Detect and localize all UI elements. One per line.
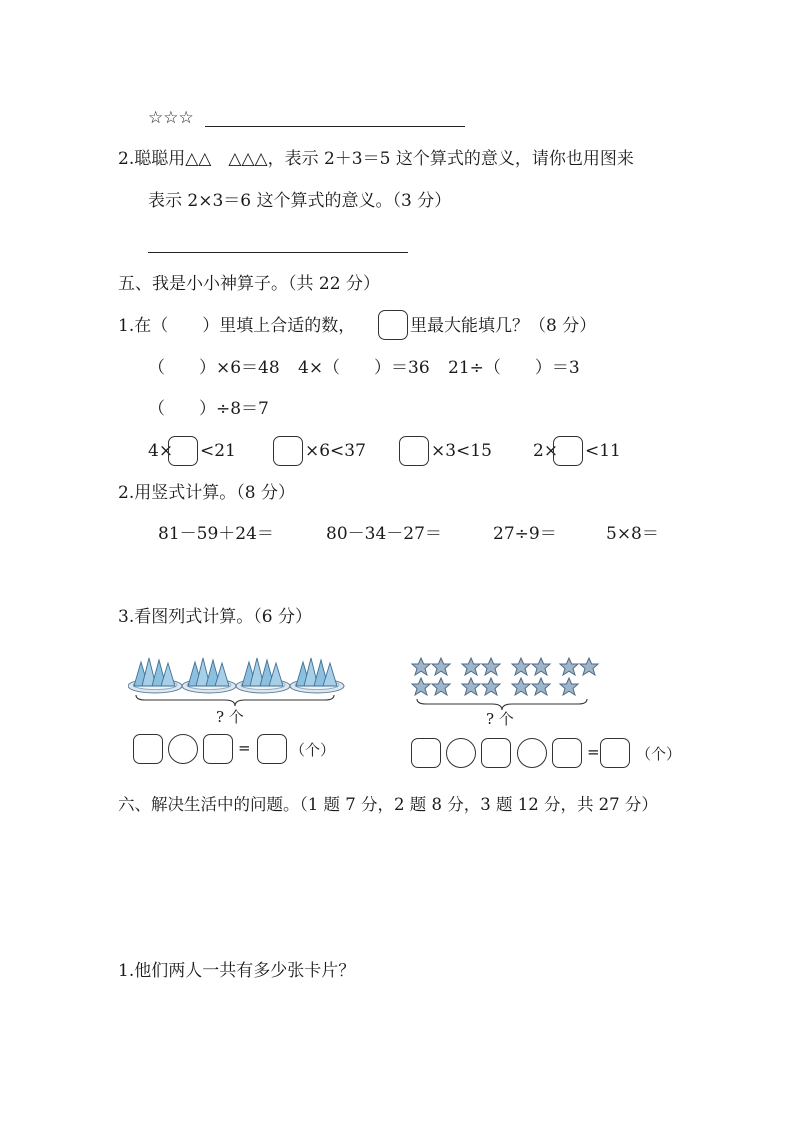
starfish-icon — [532, 678, 550, 695]
q1-row1-item2[interactable]: 4×（ ）＝36 — [298, 358, 430, 378]
calc-item-4[interactable]: 5×8＝ — [606, 524, 659, 544]
starfish-icon — [482, 658, 500, 675]
starfish-icon — [560, 658, 578, 675]
ineq-b-post: ×6<37 — [305, 441, 366, 461]
q1-suffix: 里最大能填几？（8 分） — [410, 316, 597, 336]
calc-item-2[interactable]: 80－34－27＝ — [326, 524, 442, 544]
answer-box-sample — [378, 310, 408, 340]
starfish-icon — [560, 678, 578, 695]
left-question-label: ? 个 — [216, 708, 244, 726]
section6-q1: 1.他们两人一共有多少张卡片？ — [118, 961, 356, 981]
starfish-image — [408, 654, 608, 702]
ineq-a-box[interactable] — [168, 436, 198, 466]
starfish-icon — [462, 658, 480, 675]
ice-cone-plates-image — [128, 650, 348, 696]
right-question-label: ? 个 — [486, 710, 514, 728]
calc-item-1[interactable]: 81－59＋24＝ — [158, 524, 274, 544]
ineq-b-box[interactable] — [273, 436, 303, 466]
calc-item-3[interactable]: 27÷9＝ — [493, 524, 557, 544]
q1-prefix: 1.在（ ）里填上合适的数， — [118, 316, 356, 336]
right-eq-result-box[interactable] — [600, 738, 630, 768]
ineq-d-box[interactable] — [553, 436, 583, 466]
answer-line[interactable] — [205, 126, 465, 127]
starfish-icon — [532, 658, 550, 675]
right-eq-operator-circle-2[interactable] — [517, 738, 547, 768]
right-eq-box-2[interactable] — [481, 738, 511, 768]
q1-row1-item1[interactable]: （ ）×6＝48 — [148, 358, 280, 378]
starfish-icon — [412, 678, 430, 695]
q2-line1: 2.聪聪用△△ △△△，表示 2＋3＝5 这个算式的意义，请你也用图来 — [118, 149, 634, 169]
q1-row1-item3[interactable]: 21÷（ ）＝3 — [448, 358, 580, 378]
ineq-a-post: <21 — [200, 441, 236, 461]
starfish-icon — [580, 658, 598, 675]
right-unit: （个） — [636, 745, 682, 763]
starfish-icon — [512, 658, 530, 675]
left-eq-box-2[interactable] — [203, 734, 233, 764]
q3-title: 3.看图列式计算。（6 分） — [118, 607, 312, 627]
left-eq-result-box[interactable] — [257, 734, 287, 764]
ineq-a-pre: 4× — [148, 441, 174, 461]
right-eq-box-1[interactable] — [411, 738, 441, 768]
left-eq-box-1[interactable] — [133, 734, 163, 764]
left-unit: （个） — [290, 741, 336, 759]
ineq-c-box[interactable] — [399, 436, 429, 466]
left-eq-operator-circle[interactable] — [168, 734, 198, 764]
starfish-icon — [432, 658, 450, 675]
q2-title: 2.用竖式计算。（8 分） — [118, 483, 295, 503]
ineq-d-pre: 2× — [533, 441, 559, 461]
right-eq-operator-circle-1[interactable] — [446, 738, 476, 768]
stars-label: ☆☆☆ — [148, 108, 194, 128]
q2-line2: 表示 2×3＝6 这个算式的意义。（3 分） — [148, 191, 452, 211]
answer-line[interactable] — [148, 252, 408, 253]
ineq-d-post: <11 — [585, 441, 621, 461]
section6-heading: 六、解决生活中的问题。（1 题 7 分，2 题 8 分，3 题 12 分，共 27 分） — [118, 795, 658, 814]
q1-row2-item1[interactable]: （ ）÷8＝7 — [148, 399, 269, 419]
section5-heading: 五、我是小小神算子。（共 22 分） — [118, 274, 380, 294]
starfish-icon — [512, 678, 530, 695]
starfish-icon — [432, 678, 450, 695]
right-eq-box-3[interactable] — [552, 738, 582, 768]
starfish-icon — [462, 678, 480, 695]
left-equals: = — [238, 739, 251, 757]
right-equals: = — [587, 743, 600, 761]
ineq-c-post: ×3<15 — [431, 441, 492, 461]
starfish-icon — [482, 678, 500, 695]
starfish-icon — [412, 658, 430, 675]
